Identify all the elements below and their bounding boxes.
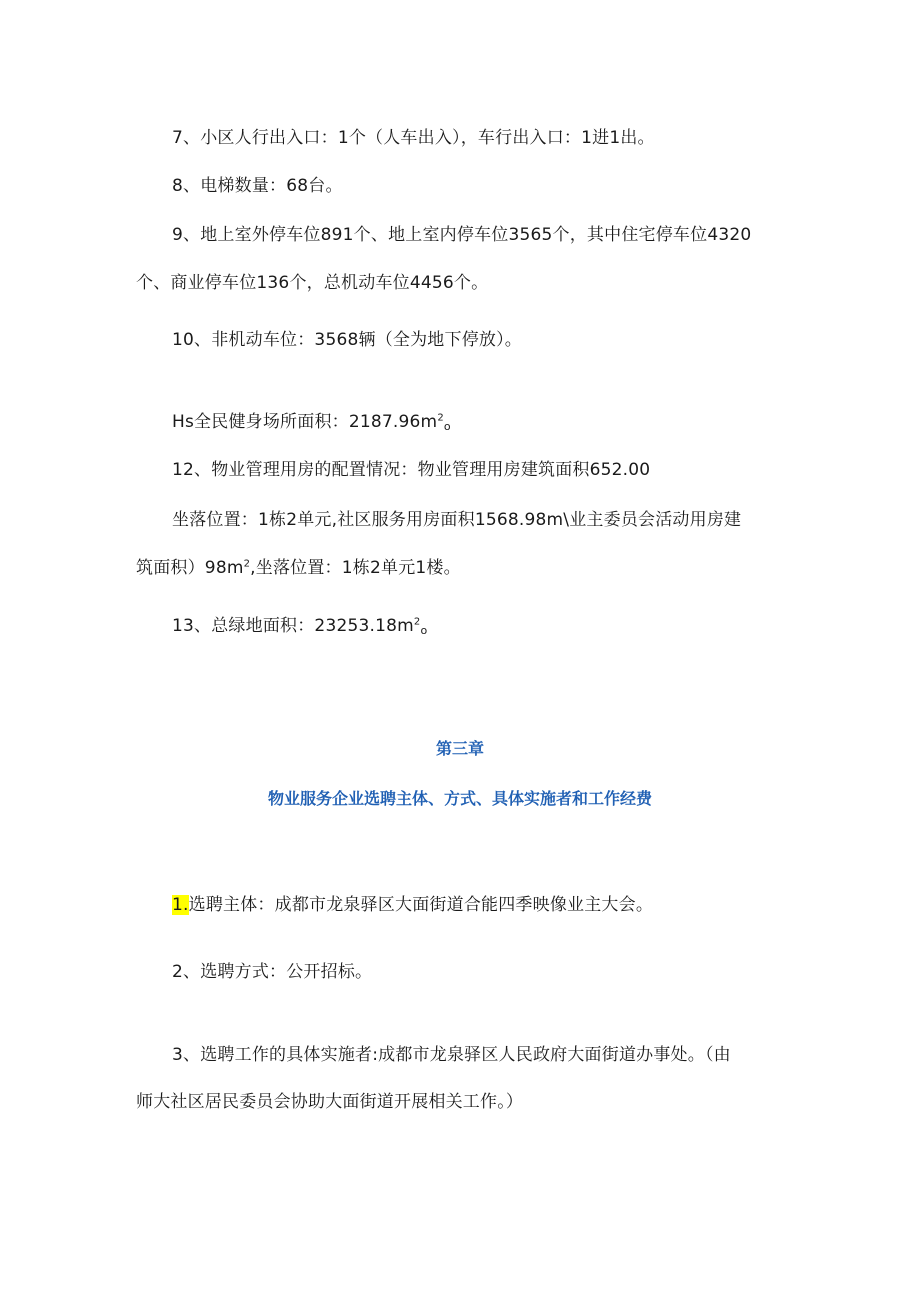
superscript-2: 2 <box>437 412 444 424</box>
item-1 <box>172 893 653 917</box>
paragraph-11 <box>172 410 451 434</box>
paragraph-9-line-1: 9、地上室外停车位891个、地上室内停车位3565个，其中住宅停车位4320 <box>172 225 752 245</box>
subscript-o: o <box>443 420 451 433</box>
chapter-title: 第三章 <box>435 739 484 758</box>
paragraph-7: 7、小区人行出入口：1个（人车出入），车行出入口：1进1出。 <box>172 128 655 148</box>
paragraph-12-line-3b: ,坐落位置：1栋2单元1楼。 <box>250 558 461 578</box>
paragraph-12-line-3a: 筑面积）98m <box>136 558 244 578</box>
item-3-line-2: 师大社区居民委员会协助大面街道开展相关工作。） <box>136 1092 524 1112</box>
item-1-number-highlighted: 1. <box>172 895 189 915</box>
paragraph-13 <box>172 614 427 638</box>
paragraph-12-line-1: 12、物业管理用房的配置情况：物业管理用房建筑面积652.00 <box>172 460 651 480</box>
paragraph-12-line-2: 坐落位置：1栋2单元,社区服务用房面积1568.98m\业主委员会活动用房建 <box>172 510 742 530</box>
item-3-line-1: 3、选聘工作的具体实施者:成都市龙泉驿区人民政府大面街道办事处。（由 <box>172 1045 731 1065</box>
paragraph-11-text: Hs全民健身场所面积：2187.96m <box>172 412 438 432</box>
item-2: 2、选聘方式：公开招标。 <box>172 962 373 982</box>
chapter-subtitle: 物业服务企业选聘主体、方式、具体实施者和工作经费 <box>267 789 652 808</box>
paragraph-8: 8、电梯数量：68台。 <box>172 176 343 196</box>
item-1-text: 选聘主体：成都市龙泉驿区大面街道合能四季映像业主大会。 <box>188 895 654 915</box>
superscript-2: 2 <box>413 616 421 628</box>
paragraph-13-text: 13、总绿地面积：23253.18m <box>172 616 414 636</box>
subscript-o: o <box>420 624 428 637</box>
superscript-2: 2 <box>243 558 251 570</box>
paragraph-10: 10、非机动车位：3568辆（全为地下停放）。 <box>172 330 522 350</box>
paragraph-9-line-2: 个、商业停车位136个，总机动车位4456个。 <box>136 273 489 293</box>
paragraph-12-line-3 <box>136 556 461 580</box>
